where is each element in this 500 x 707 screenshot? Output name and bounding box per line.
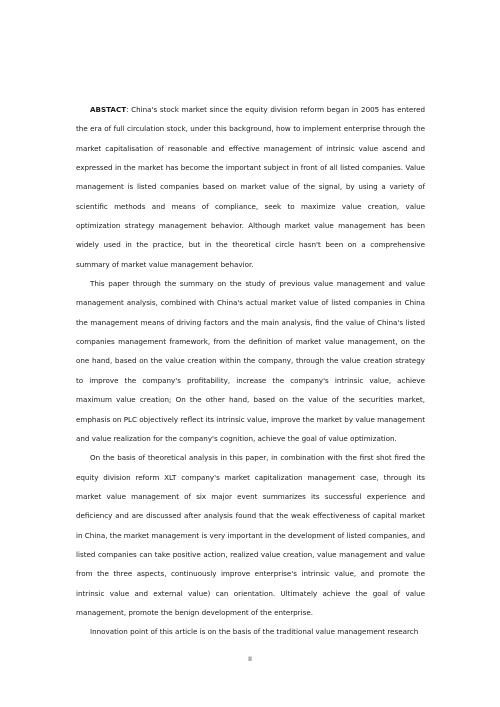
abstract-paragraph-1 [76,100,425,274]
page-number: II [248,655,252,663]
abstract-heading: ABSTACT [90,105,127,114]
abstract-paragraph-1-text: : China's stock market since the equity division reform began in 2005 has entered the era of full circulation stock, under this background, how to implement enterprise through the market capitalisation of reasonable and effective management of intrinsic value ascend and expressed in the market has become the important subject in front of all listed companies. Value management is listed companies based on market value of the signal, by using a variety of scientific methods and means of compliance, seek to maximize value creation, value optimization strategy management behavior. Although market value management has been widely used in the practice, but in the theoretical circle hasn't been on a comprehensive summary of market value management behavior. [76,105,425,269]
abstract-paragraph-2: This paper through the summary on the study of previous value management and value management analysis, combined with China's actual market value of listed companies in China the management means of driving factors and the main analysis, find the value of China's listed companies management framework, from the definition of market value management, on the one hand, based on the value creation within the company, through the value creation strategy to improve the company's profitability, increase the company's intrinsic value, achieve maximum value creation; On the other hand, based on the value of the securities market, emphasis on PLC objectively reflect its intrinsic value, improve the market by value management and value realization for the company's cognition, achieve the goal of value optimization. [76,279,425,443]
abstract-body [76,100,425,642]
abstract-paragraph-4: Innovation point of this article is on the basis of the traditional value management research [90,627,419,637]
abstract-paragraph-3: On the basis of theoretical analysis in this paper, in combination with the first shot fired the equity division reform XLT company's market capitalization management case, through its market value management of six major event summarizes its successful experience and deficiency and are discussed after analysis found that the weak effectiveness of capital market in China, the market management is very important in the development of listed companies, and listed companies can take positive action, realized value creation, value management and value from the three aspects, continuously improve enterprise's intrinsic value, and promote the intrinsic value and external value) can orientation. Ultimately achieve the goal of value management, promote the benign development of the enterprise. [76,453,425,617]
